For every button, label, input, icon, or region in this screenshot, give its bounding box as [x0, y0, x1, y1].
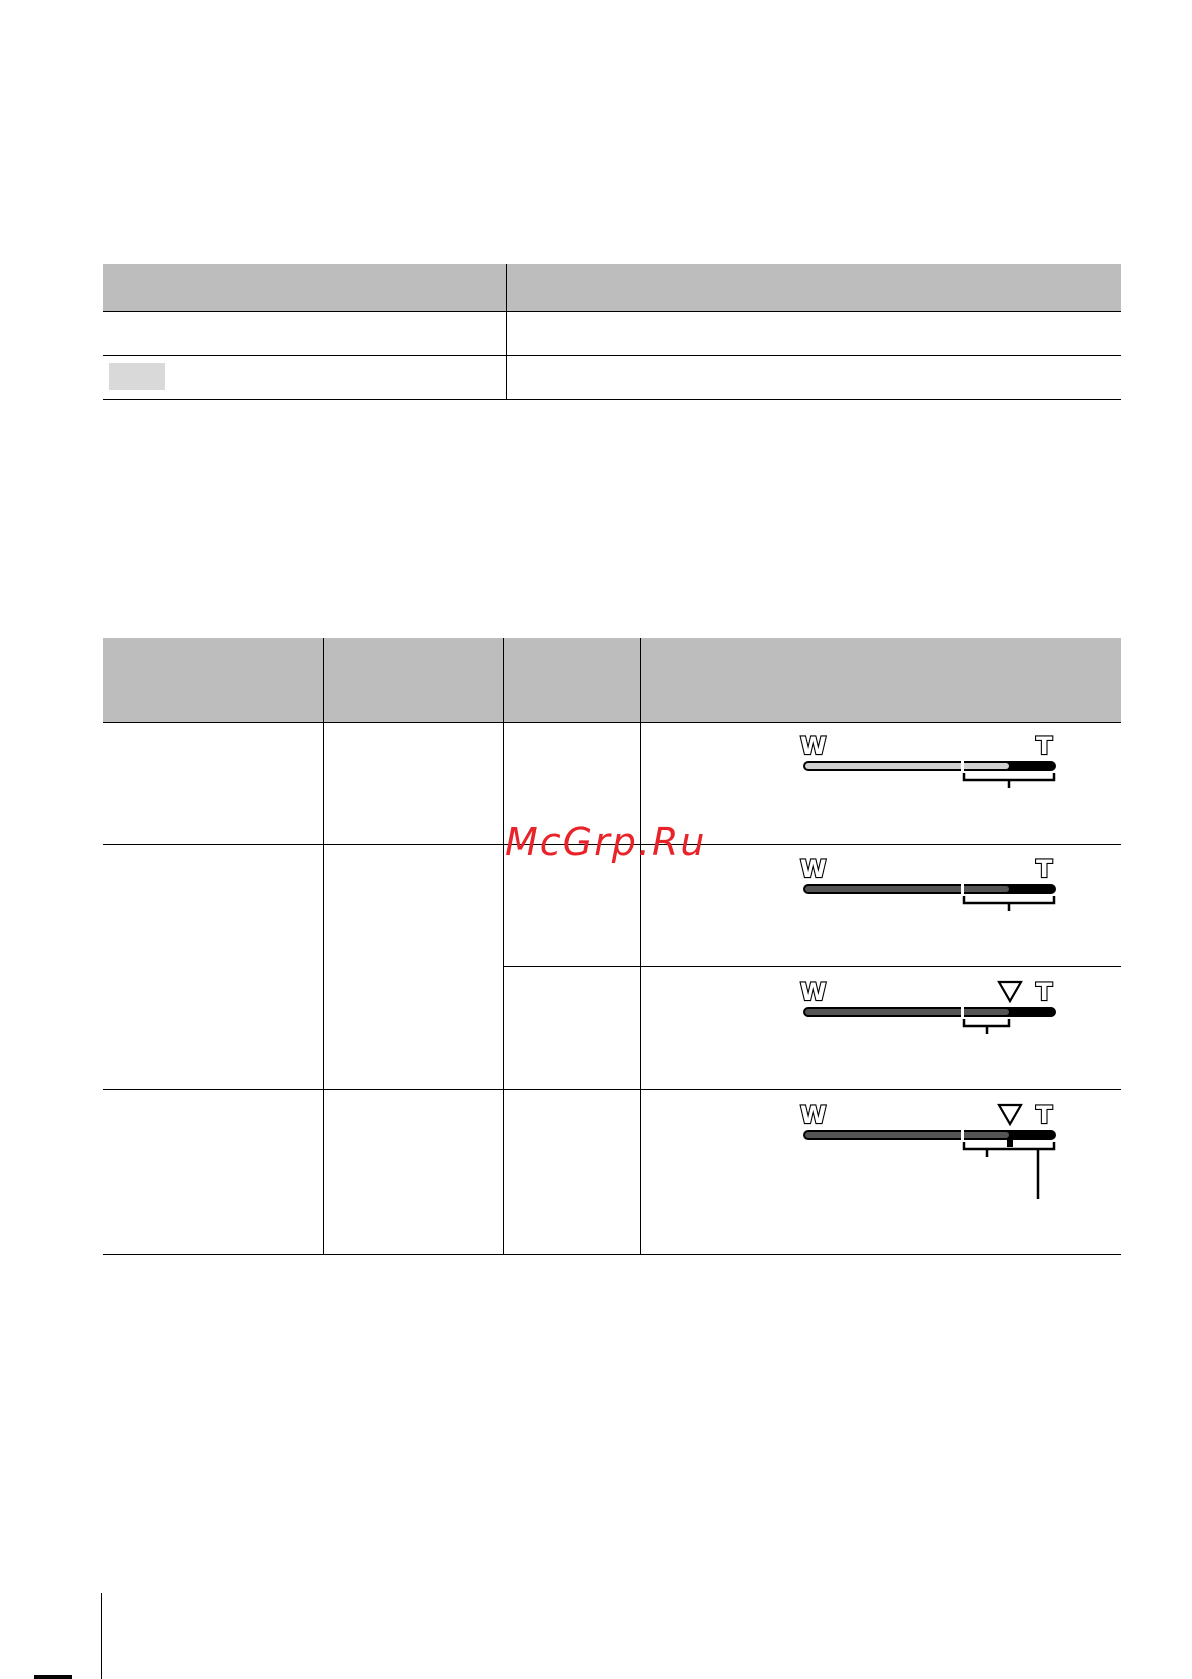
table-1-row-divider: [103, 355, 1121, 356]
zoom-bar-fill: [805, 1132, 1009, 1138]
table-2-bottom-border: [103, 1254, 1121, 1255]
zoom-tele-label: T: [1036, 1101, 1053, 1129]
zoom-position-marker-icon: [999, 982, 1021, 1001]
table-2-column-divider-2: [503, 638, 504, 1254]
zoom-bar-gap: [961, 1128, 964, 1142]
zoom-wide-label: W: [800, 855, 827, 883]
zoom-position-marker-icon: [999, 1105, 1021, 1124]
table-2-row-divider-2: [503, 966, 1121, 967]
table-2-column-divider-3: [640, 638, 641, 1254]
zoom-bar-gap: [961, 1005, 964, 1019]
zoom-tele-label: T: [1036, 732, 1053, 760]
zoom-tele-label: T: [1036, 978, 1053, 1006]
table-1-column-divider: [506, 264, 507, 399]
zoom-bar-fill: [805, 886, 1009, 892]
table-2-header-divider: [103, 722, 1121, 723]
zoom-range-bracket: [964, 773, 1054, 788]
zoom-range-bracket: [964, 896, 1054, 911]
zoom-range-bracket: [964, 1019, 1009, 1034]
table-1-header-divider: [103, 311, 1121, 312]
zoom-bar-gap: [961, 882, 964, 896]
zoom-wide-label: W: [800, 978, 827, 1006]
table-2-row-divider-3: [103, 1089, 1121, 1090]
table-2-header: [103, 638, 1121, 722]
page-margin-line: [101, 1593, 102, 1679]
zoom-indicator-row-4: [798, 1099, 1078, 1219]
zoom-bar-fill: [805, 1009, 1009, 1015]
zoom-bar-gap: [961, 759, 964, 773]
zoom-tele-label: T: [1036, 855, 1053, 883]
table-1-header: [103, 264, 1121, 311]
zoom-indicator-row-2: [798, 853, 1078, 913]
zoom-bar-fill: [805, 763, 1009, 769]
table-1-gray-label-chip: [109, 363, 165, 390]
zoom-wide-label: W: [800, 732, 827, 760]
zoom-indicator-row-1: [798, 730, 1078, 790]
zoom-current-tick: [1007, 1140, 1013, 1147]
watermark: McGrp.Ru: [505, 820, 707, 864]
page-corner-mark: [34, 1675, 72, 1679]
table-2-column-divider-1: [323, 638, 324, 1254]
zoom-indicator-row-3: [798, 976, 1078, 1036]
zoom-wide-label: W: [800, 1101, 827, 1129]
zoom-range-bracket: [964, 1142, 1054, 1199]
table-1-bottom-border: [103, 399, 1121, 400]
